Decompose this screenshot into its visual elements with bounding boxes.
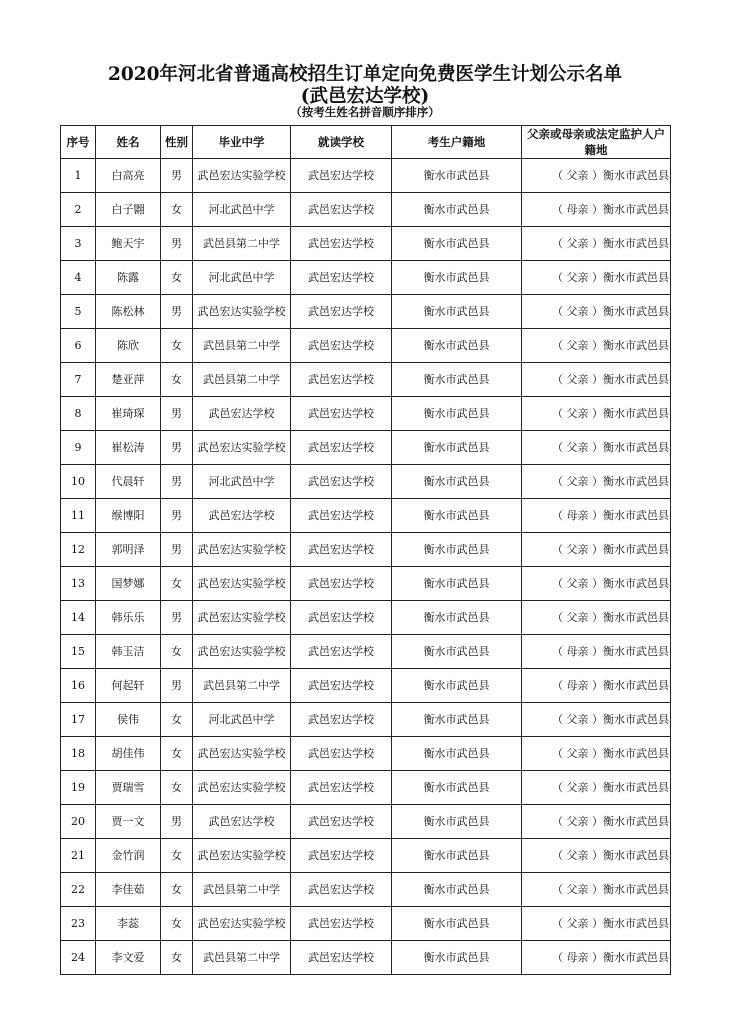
cell-graduated-school: 武邑宏达实验学校: [193, 839, 291, 873]
cell-current-school: 武邑宏达学校: [291, 839, 392, 873]
cell-sex: 女: [161, 635, 193, 669]
cell-guardian-origin: （ 父亲 ）衡水市武邑县: [522, 839, 671, 873]
cell-no: 14: [61, 601, 96, 635]
cell-graduated-school: 武邑宏达实验学校: [193, 567, 291, 601]
cell-graduated-school: 武邑县第二中学: [193, 669, 291, 703]
cell-household-origin: 衡水市武邑县: [392, 907, 522, 941]
cell-graduated-school: 河北武邑中学: [193, 193, 291, 227]
cell-current-school: 武邑宏达学校: [291, 669, 392, 703]
cell-guardian-origin: （ 母亲 ）衡水市武邑县: [522, 193, 671, 227]
cell-graduated-school: 河北武邑中学: [193, 703, 291, 737]
cell-name: 胡佳伟: [96, 737, 161, 771]
cell-guardian-origin: （ 父亲 ）衡水市武邑县: [522, 227, 671, 261]
cell-name: 代晨轩: [96, 465, 161, 499]
cell-no: 16: [61, 669, 96, 703]
cell-household-origin: 衡水市武邑县: [392, 805, 522, 839]
cell-current-school: 武邑宏达学校: [291, 567, 392, 601]
cell-household-origin: 衡水市武邑县: [392, 363, 522, 397]
cell-household-origin: 衡水市武邑县: [392, 397, 522, 431]
table-row: [61, 907, 671, 941]
cell-name: 陈松林: [96, 295, 161, 329]
cell-sex: 女: [161, 703, 193, 737]
table-row: [61, 601, 671, 635]
header-name: 姓名: [96, 126, 161, 159]
cell-current-school: 武邑宏达学校: [291, 873, 392, 907]
table-row: [61, 261, 671, 295]
cell-current-school: 武邑宏达学校: [291, 227, 392, 261]
cell-no: 19: [61, 771, 96, 805]
cell-name: 金竹润: [96, 839, 161, 873]
cell-guardian-origin: （ 母亲 ）衡水市武邑县: [522, 635, 671, 669]
cell-guardian-origin: （ 父亲 ）衡水市武邑县: [522, 159, 671, 193]
cell-sex: 女: [161, 907, 193, 941]
table-row: [61, 533, 671, 567]
cell-household-origin: 衡水市武邑县: [392, 465, 522, 499]
cell-guardian-origin: （ 父亲 ）衡水市武邑县: [522, 261, 671, 295]
table-row: [61, 397, 671, 431]
cell-guardian-origin: （ 父亲 ）衡水市武邑县: [522, 397, 671, 431]
cell-current-school: 武邑宏达学校: [291, 465, 392, 499]
table-row: [61, 567, 671, 601]
cell-current-school: 武邑宏达学校: [291, 499, 392, 533]
table-row: [61, 771, 671, 805]
table-row: [61, 363, 671, 397]
cell-household-origin: 衡水市武邑县: [392, 669, 522, 703]
cell-name: 崔琦琛: [96, 397, 161, 431]
cell-no: 23: [61, 907, 96, 941]
cell-sex: 女: [161, 193, 193, 227]
cell-sex: 男: [161, 533, 193, 567]
cell-household-origin: 衡水市武邑县: [392, 941, 522, 975]
table-row: [61, 159, 671, 193]
cell-sex: 男: [161, 601, 193, 635]
cell-household-origin: 衡水市武邑县: [392, 431, 522, 465]
cell-name: 鲍天宇: [96, 227, 161, 261]
cell-no: 7: [61, 363, 96, 397]
cell-no: 2: [61, 193, 96, 227]
cell-name: 楚亚萍: [96, 363, 161, 397]
cell-current-school: 武邑宏达学校: [291, 805, 392, 839]
table-row: [61, 873, 671, 907]
cell-guardian-origin: （ 父亲 ）衡水市武邑县: [522, 805, 671, 839]
cell-household-origin: 衡水市武邑县: [392, 533, 522, 567]
cell-sex: 女: [161, 839, 193, 873]
cell-current-school: 武邑宏达学校: [291, 533, 392, 567]
cell-household-origin: 衡水市武邑县: [392, 567, 522, 601]
cell-graduated-school: 武邑县第二中学: [193, 941, 291, 975]
cell-current-school: 武邑宏达学校: [291, 261, 392, 295]
cell-graduated-school: 武邑宏达学校: [193, 397, 291, 431]
cell-sex: 女: [161, 941, 193, 975]
table-row: [61, 295, 671, 329]
student-table: [60, 125, 671, 975]
cell-household-origin: 衡水市武邑县: [392, 261, 522, 295]
table-row: [61, 193, 671, 227]
header-household-origin: 考生户籍地: [392, 126, 522, 159]
cell-no: 24: [61, 941, 96, 975]
table-row: [61, 329, 671, 363]
header-graduated-school: 毕业中学: [193, 126, 291, 159]
document-title: 2020年河北省普通高校招生订单定向免费医学生计划公示名单: [108, 64, 622, 85]
cell-guardian-origin: （ 父亲 ）衡水市武邑县: [522, 533, 671, 567]
cell-no: 4: [61, 261, 96, 295]
cell-guardian-origin: （ 父亲 ）衡水市武邑县: [522, 737, 671, 771]
cell-graduated-school: 武邑宏达学校: [193, 805, 291, 839]
cell-household-origin: 衡水市武邑县: [392, 771, 522, 805]
header-sex: 性别: [161, 126, 193, 159]
cell-graduated-school: 武邑县第二中学: [193, 873, 291, 907]
cell-sex: 男: [161, 227, 193, 261]
cell-current-school: 武邑宏达学校: [291, 363, 392, 397]
table-row: [61, 737, 671, 771]
cell-household-origin: 衡水市武邑县: [392, 295, 522, 329]
cell-current-school: 武邑宏达学校: [291, 329, 392, 363]
cell-no: 12: [61, 533, 96, 567]
cell-sex: 男: [161, 295, 193, 329]
cell-current-school: 武邑宏达学校: [291, 941, 392, 975]
cell-graduated-school: 武邑宏达实验学校: [193, 533, 291, 567]
cell-no: 13: [61, 567, 96, 601]
cell-graduated-school: 武邑宏达实验学校: [193, 159, 291, 193]
cell-name: 白子翾: [96, 193, 161, 227]
cell-no: 18: [61, 737, 96, 771]
cell-graduated-school: 河北武邑中学: [193, 261, 291, 295]
table-row: [61, 227, 671, 261]
cell-guardian-origin: （ 父亲 ）衡水市武邑县: [522, 363, 671, 397]
header-no: 序号: [61, 126, 96, 159]
cell-no: 1: [61, 159, 96, 193]
cell-guardian-origin: （ 父亲 ）衡水市武邑县: [522, 567, 671, 601]
table-row: [61, 465, 671, 499]
cell-sex: 男: [161, 669, 193, 703]
table-row: [61, 669, 671, 703]
cell-current-school: 武邑宏达学校: [291, 295, 392, 329]
cell-household-origin: 衡水市武邑县: [392, 873, 522, 907]
cell-graduated-school: 武邑宏达实验学校: [193, 737, 291, 771]
cell-household-origin: 衡水市武邑县: [392, 193, 522, 227]
cell-graduated-school: 武邑县第二中学: [193, 227, 291, 261]
cell-household-origin: 衡水市武邑县: [392, 329, 522, 363]
cell-name: 缑博阳: [96, 499, 161, 533]
cell-name: 陈欣: [96, 329, 161, 363]
cell-current-school: 武邑宏达学校: [291, 193, 392, 227]
cell-guardian-origin: （ 父亲 ）衡水市武邑县: [522, 703, 671, 737]
cell-sex: 女: [161, 329, 193, 363]
cell-no: 9: [61, 431, 96, 465]
cell-sex: 女: [161, 567, 193, 601]
cell-graduated-school: 武邑宏达实验学校: [193, 771, 291, 805]
cell-guardian-origin: （ 父亲 ）衡水市武邑县: [522, 295, 671, 329]
cell-no: 3: [61, 227, 96, 261]
cell-name: 李文爱: [96, 941, 161, 975]
cell-name: 国梦娜: [96, 567, 161, 601]
cell-sex: 女: [161, 771, 193, 805]
cell-current-school: 武邑宏达学校: [291, 635, 392, 669]
cell-name: 郭明泽: [96, 533, 161, 567]
cell-no: 17: [61, 703, 96, 737]
cell-name: 侯伟: [96, 703, 161, 737]
cell-household-origin: 衡水市武邑县: [392, 159, 522, 193]
cell-name: 崔松涛: [96, 431, 161, 465]
cell-graduated-school: 武邑宏达实验学校: [193, 907, 291, 941]
cell-current-school: 武邑宏达学校: [291, 771, 392, 805]
cell-sex: 女: [161, 873, 193, 907]
cell-sex: 男: [161, 431, 193, 465]
table-header-row: [61, 126, 671, 159]
cell-sex: 男: [161, 397, 193, 431]
cell-graduated-school: 武邑宏达实验学校: [193, 295, 291, 329]
cell-guardian-origin: （ 母亲 ）衡水市武邑县: [522, 499, 671, 533]
cell-sex: 男: [161, 499, 193, 533]
document-subtitle: (武邑宏达学校): [300, 86, 430, 107]
cell-current-school: 武邑宏达学校: [291, 703, 392, 737]
cell-sex: 女: [161, 737, 193, 771]
table-row: [61, 703, 671, 737]
cell-guardian-origin: （ 父亲 ）衡水市武邑县: [522, 329, 671, 363]
cell-no: 5: [61, 295, 96, 329]
cell-household-origin: 衡水市武邑县: [392, 601, 522, 635]
cell-household-origin: 衡水市武邑县: [392, 737, 522, 771]
cell-no: 20: [61, 805, 96, 839]
cell-guardian-origin: （ 父亲 ）衡水市武邑县: [522, 431, 671, 465]
cell-guardian-origin: （ 父亲 ）衡水市武邑县: [522, 601, 671, 635]
cell-sex: 男: [161, 465, 193, 499]
cell-no: 21: [61, 839, 96, 873]
cell-name: 韩玉洁: [96, 635, 161, 669]
cell-name: 韩乐乐: [96, 601, 161, 635]
table-row: [61, 499, 671, 533]
cell-graduated-school: 武邑县第二中学: [193, 329, 291, 363]
header-current-school: 就读学校: [291, 126, 392, 159]
table-row: [61, 941, 671, 975]
header-guardian-origin: 父亲或母亲或法定监护人户籍地: [522, 126, 671, 159]
cell-guardian-origin: （ 父亲 ）衡水市武邑县: [522, 873, 671, 907]
cell-no: 8: [61, 397, 96, 431]
cell-sex: 女: [161, 363, 193, 397]
cell-household-origin: 衡水市武邑县: [392, 499, 522, 533]
cell-graduated-school: 武邑县第二中学: [193, 363, 291, 397]
cell-graduated-school: 武邑宏达实验学校: [193, 431, 291, 465]
cell-household-origin: 衡水市武邑县: [392, 703, 522, 737]
cell-name: 白高亮: [96, 159, 161, 193]
cell-no: 11: [61, 499, 96, 533]
cell-sex: 女: [161, 261, 193, 295]
cell-household-origin: 衡水市武邑县: [392, 227, 522, 261]
cell-household-origin: 衡水市武邑县: [392, 839, 522, 873]
cell-current-school: 武邑宏达学校: [291, 907, 392, 941]
cell-graduated-school: 武邑宏达学校: [193, 499, 291, 533]
cell-graduated-school: 河北武邑中学: [193, 465, 291, 499]
cell-guardian-origin: （ 父亲 ）衡水市武邑县: [522, 771, 671, 805]
table-row: [61, 805, 671, 839]
cell-current-school: 武邑宏达学校: [291, 397, 392, 431]
cell-name: 何起轩: [96, 669, 161, 703]
cell-current-school: 武邑宏达学校: [291, 159, 392, 193]
cell-guardian-origin: （ 父亲 ）衡水市武邑县: [522, 465, 671, 499]
cell-sex: 男: [161, 159, 193, 193]
cell-name: 贾一文: [96, 805, 161, 839]
sort-note: （按考生姓名拼音顺序排序）: [290, 105, 440, 119]
cell-name: 李蕊: [96, 907, 161, 941]
table-row: [61, 839, 671, 873]
cell-no: 15: [61, 635, 96, 669]
cell-household-origin: 衡水市武邑县: [392, 635, 522, 669]
table-body: [61, 159, 671, 975]
cell-guardian-origin: （ 父亲 ）衡水市武邑县: [522, 907, 671, 941]
cell-name: 李佳茹: [96, 873, 161, 907]
cell-no: 10: [61, 465, 96, 499]
cell-name: 陈露: [96, 261, 161, 295]
cell-current-school: 武邑宏达学校: [291, 737, 392, 771]
cell-guardian-origin: （ 母亲 ）衡水市武邑县: [522, 941, 671, 975]
cell-graduated-school: 武邑宏达实验学校: [193, 635, 291, 669]
cell-graduated-school: 武邑宏达实验学校: [193, 601, 291, 635]
cell-sex: 男: [161, 805, 193, 839]
cell-no: 22: [61, 873, 96, 907]
cell-current-school: 武邑宏达学校: [291, 431, 392, 465]
cell-guardian-origin: （ 母亲 ）衡水市武邑县: [522, 669, 671, 703]
table-row: [61, 431, 671, 465]
cell-current-school: 武邑宏达学校: [291, 601, 392, 635]
cell-name: 贾瑞雪: [96, 771, 161, 805]
cell-no: 6: [61, 329, 96, 363]
table-row: [61, 635, 671, 669]
